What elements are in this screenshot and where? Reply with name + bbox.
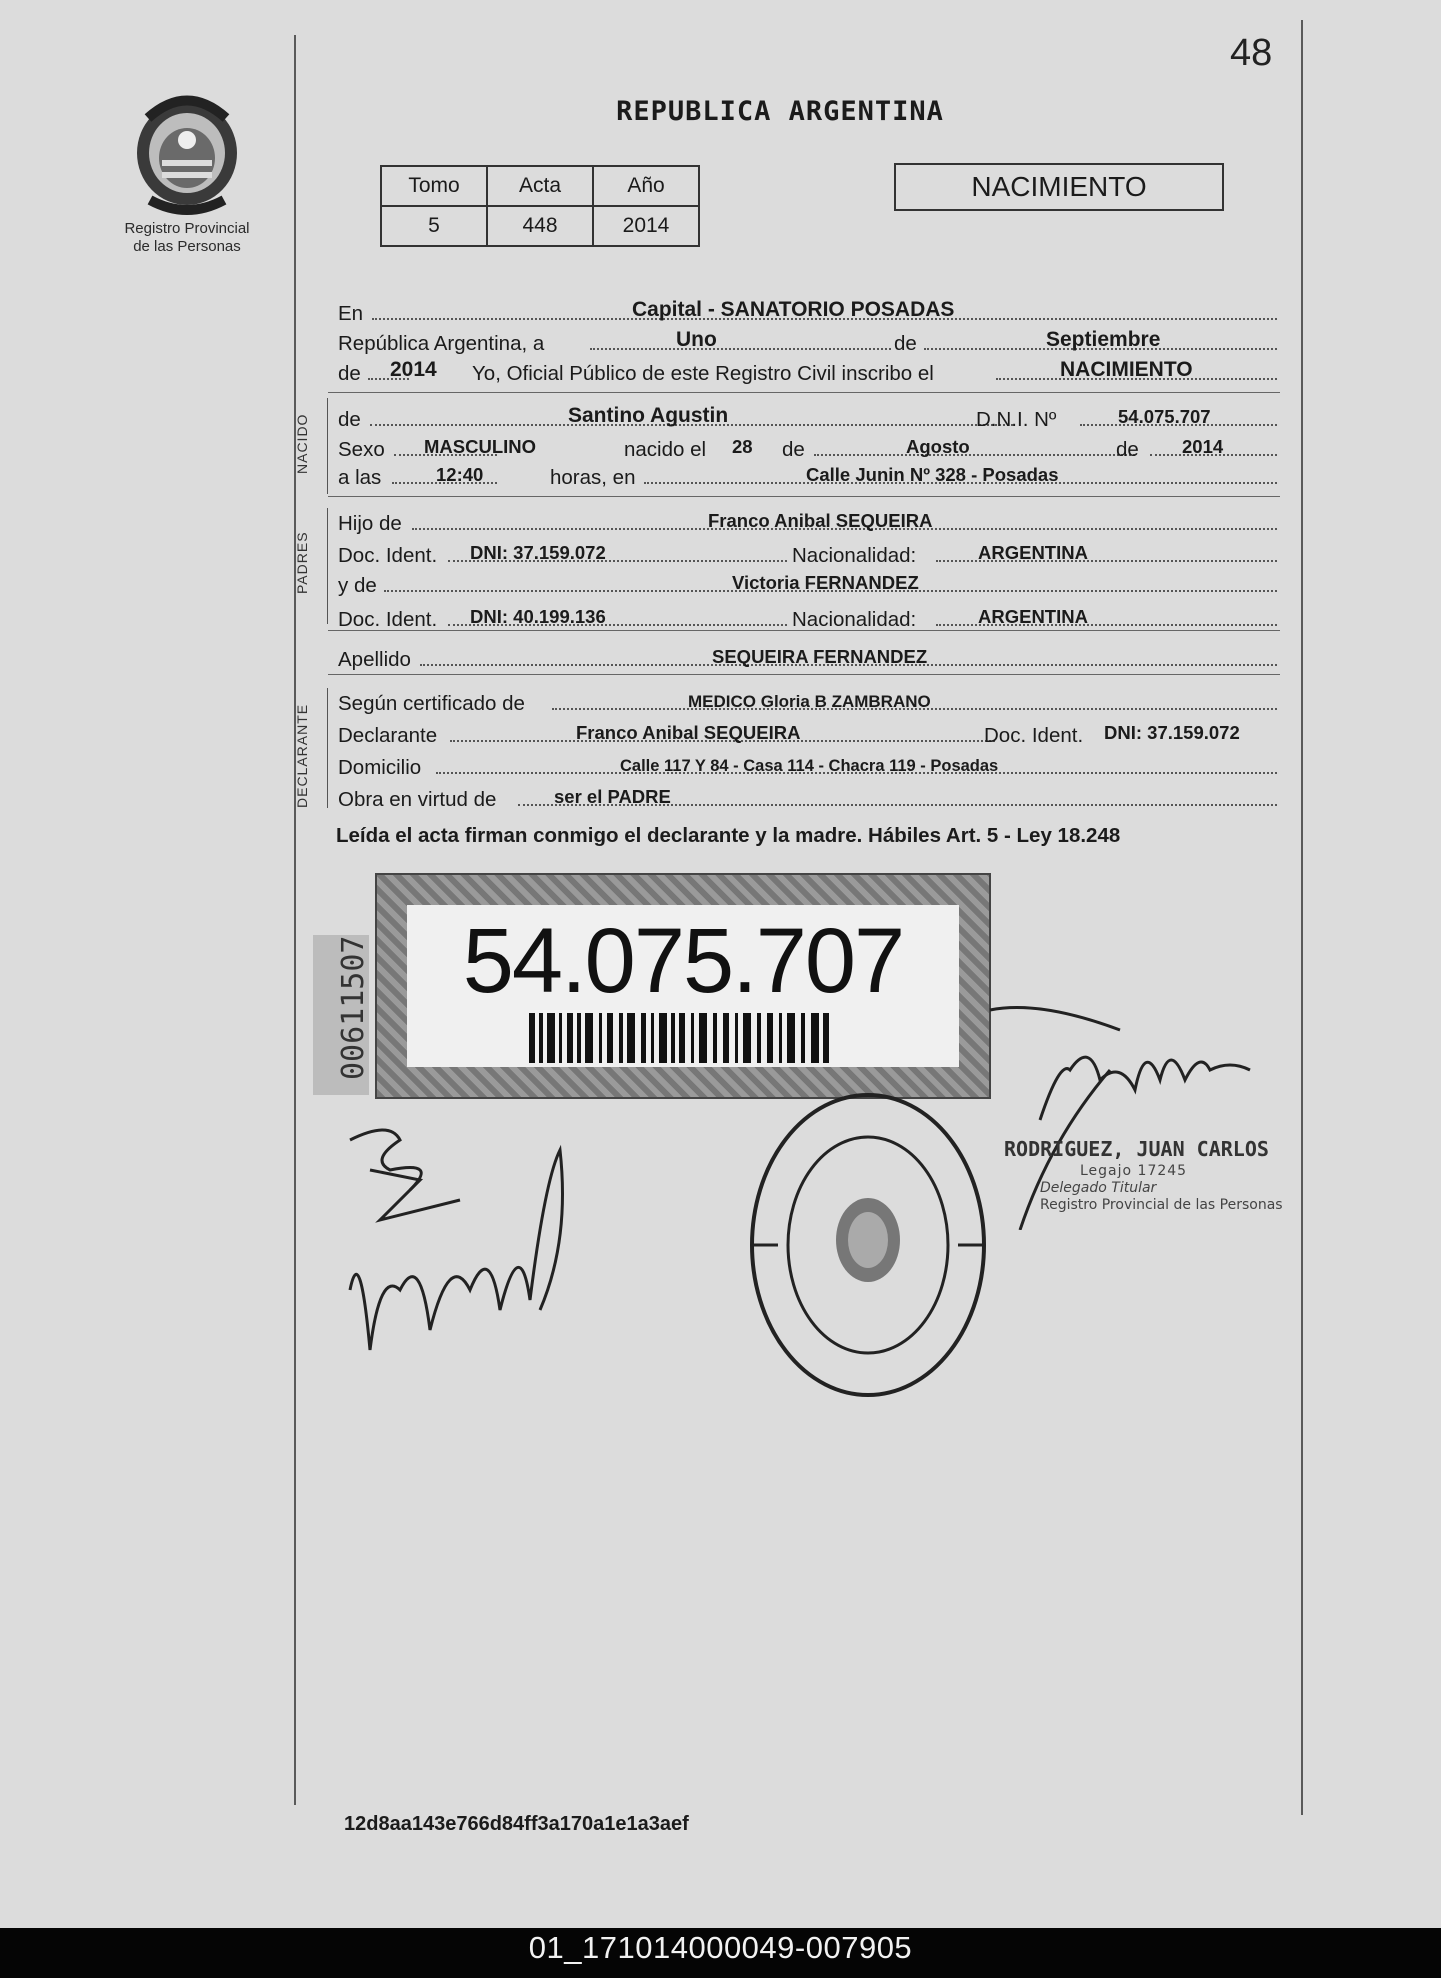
document-title: REPUBLICA ARGENTINA bbox=[616, 96, 944, 127]
declarant-signature bbox=[330, 1120, 630, 1380]
label-obra: Obra en virtud de bbox=[338, 788, 497, 811]
value-nombre: Santino Agustin bbox=[568, 404, 729, 427]
label-doc-ident-padre: Doc. Ident. bbox=[338, 544, 438, 567]
official-registro: Registro Provincial de las Personas bbox=[1040, 1197, 1283, 1213]
section-declarante: DECLARANTE bbox=[294, 703, 310, 808]
label-oficial: Yo, Oficial Público de este Registro Civil inscribo el bbox=[472, 362, 934, 385]
label-segun-certificado: Según certificado de bbox=[338, 692, 525, 715]
separator-1 bbox=[328, 392, 1280, 393]
label-doc-ident-declarante: Doc. Ident. bbox=[984, 724, 1084, 747]
label-de-mes: de bbox=[894, 332, 917, 355]
separator-2 bbox=[328, 496, 1280, 497]
barcode-icon bbox=[529, 1013, 829, 1063]
separator-3 bbox=[328, 630, 1280, 631]
row-hora-lugar bbox=[338, 460, 1277, 490]
value-hora: 12:40 bbox=[436, 464, 484, 485]
official-name: RODRIGUEZ, JUAN CARLOS bbox=[1004, 1137, 1269, 1161]
record-table bbox=[380, 165, 700, 247]
value-mes-nac: Agosto bbox=[906, 436, 970, 457]
row-fecha-inscripcion bbox=[338, 326, 1277, 356]
label-nacido-el: nacido el bbox=[624, 438, 707, 461]
row-padre-doc bbox=[338, 538, 1277, 568]
record-header-anio: Año bbox=[593, 166, 699, 206]
row-certificado bbox=[338, 686, 1277, 716]
left-margin-line bbox=[294, 35, 296, 1805]
official-legajo: Legajo 17245 bbox=[1080, 1163, 1188, 1179]
value-padre: Franco Anibal SEQUEIRA bbox=[708, 510, 933, 531]
label-de-nombre: de bbox=[338, 408, 361, 431]
value-sexo: MASCULINO bbox=[424, 436, 537, 457]
value-madre-nac: ARGENTINA bbox=[978, 606, 1088, 627]
coat-of-arms-icon bbox=[128, 88, 246, 218]
row-declarante bbox=[338, 718, 1277, 748]
row-madre-doc bbox=[338, 602, 1277, 632]
label-doc-ident-madre: Doc. Ident. bbox=[338, 608, 438, 631]
value-padre-doc: DNI: 37.159.072 bbox=[470, 542, 606, 563]
row-lugar bbox=[338, 296, 1277, 326]
row-domicilio bbox=[338, 750, 1277, 780]
label-apellido: Apellido bbox=[338, 648, 411, 671]
row-sexo bbox=[338, 432, 1277, 462]
act-type-box: NACIMIENTO bbox=[894, 163, 1224, 211]
record-value-tomo: 5 bbox=[381, 206, 487, 246]
row-padre bbox=[338, 506, 1277, 536]
record-header-acta: Acta bbox=[487, 166, 593, 206]
separator-4 bbox=[328, 674, 1280, 675]
record-table-header bbox=[381, 166, 699, 206]
value-lugar: Capital - SANATORIO POSADAS bbox=[632, 298, 955, 321]
label-nacionalidad-madre: Nacionalidad: bbox=[792, 608, 917, 631]
label-sexo: Sexo bbox=[338, 438, 385, 461]
value-anio-nac: 2014 bbox=[1182, 436, 1224, 457]
value-padre-nac: ARGENTINA bbox=[978, 542, 1088, 563]
official-seal bbox=[748, 1090, 988, 1400]
value-dia-inscripcion: Uno bbox=[676, 328, 717, 351]
label-y-de: y de bbox=[338, 574, 377, 597]
legal-note: Leída el acta firman conmigo el declarante y la madre. Hábiles Art. 5 - Ley 18.248 bbox=[336, 824, 1121, 847]
section-padres: PADRES bbox=[294, 531, 310, 594]
value-apellido: SEQUEIRA FERNANDEZ bbox=[712, 646, 928, 667]
registry-label-line1: Registro Provincial bbox=[124, 220, 250, 237]
label-dni: D.N.I. Nº bbox=[976, 408, 1057, 431]
value-lugar-nac: Calle Junin Nº 328 - Posadas bbox=[806, 464, 1059, 485]
footer-id: 01_171014000049-007905 bbox=[528, 1930, 913, 1965]
record-value-anio: 2014 bbox=[593, 206, 699, 246]
record-header-tomo: Tomo bbox=[381, 166, 487, 206]
label-de-mes-nac: de bbox=[782, 438, 805, 461]
record-value-acta: 448 bbox=[487, 206, 593, 246]
value-dni: 54.075.707 bbox=[1118, 406, 1211, 427]
value-tipo: NACIMIENTO bbox=[1060, 358, 1193, 381]
value-madre: Victoria FERNANDEZ bbox=[732, 572, 919, 593]
row-apellido bbox=[338, 642, 1277, 672]
barcode-sticker bbox=[375, 873, 991, 1099]
serial-number: 00611507 bbox=[336, 935, 371, 1080]
value-dia-nac: 28 bbox=[732, 436, 753, 457]
value-domicilio: Calle 117 Y 84 - Casa 114 - Chacra 119 - Posadas bbox=[620, 757, 999, 775]
registry-label-line2: de las Personas bbox=[133, 238, 241, 255]
registry-label bbox=[110, 220, 264, 256]
barcode-number: 54.075.707 bbox=[462, 910, 904, 1012]
row-obra bbox=[338, 782, 1277, 812]
label-nacionalidad-padre: Nacionalidad: bbox=[792, 544, 917, 567]
label-domicilio: Domicilio bbox=[338, 756, 422, 779]
row-madre bbox=[338, 568, 1277, 598]
official-cargo: Delegado Titular bbox=[1040, 1180, 1157, 1196]
value-madre-doc: DNI: 40.199.136 bbox=[470, 606, 606, 627]
label-hijo-de: Hijo de bbox=[338, 512, 402, 535]
label-de-anio-nac: de bbox=[1116, 438, 1139, 461]
value-obra: ser el PADRE bbox=[554, 786, 671, 807]
value-certificado: MEDICO Gloria B ZAMBRANO bbox=[688, 692, 931, 711]
label-de-anio: de bbox=[338, 362, 361, 385]
label-horas-en: horas, en bbox=[550, 466, 636, 489]
value-mes-inscripcion: Septiembre bbox=[1046, 328, 1161, 351]
record-table-values bbox=[381, 206, 699, 246]
right-margin-line bbox=[1301, 20, 1303, 1815]
value-declarante: Franco Anibal SEQUEIRA bbox=[576, 722, 801, 743]
document-hash: 12d8aa143e766d84ff3a170a1e1a3aef bbox=[344, 1813, 689, 1835]
row-oficial bbox=[338, 356, 1277, 386]
label-republica: República Argentina, a bbox=[338, 332, 545, 355]
label-a-las: a las bbox=[338, 466, 382, 489]
value-anio-inscripcion: 2014 bbox=[390, 358, 437, 381]
section-nacido: NACIDO bbox=[294, 413, 310, 474]
row-nombre bbox=[338, 402, 1277, 432]
value-declarante-doc: DNI: 37.159.072 bbox=[1104, 722, 1240, 743]
page-number: 48 bbox=[1230, 32, 1273, 74]
label-en: En bbox=[338, 302, 364, 325]
label-declarante: Declarante bbox=[338, 724, 438, 747]
